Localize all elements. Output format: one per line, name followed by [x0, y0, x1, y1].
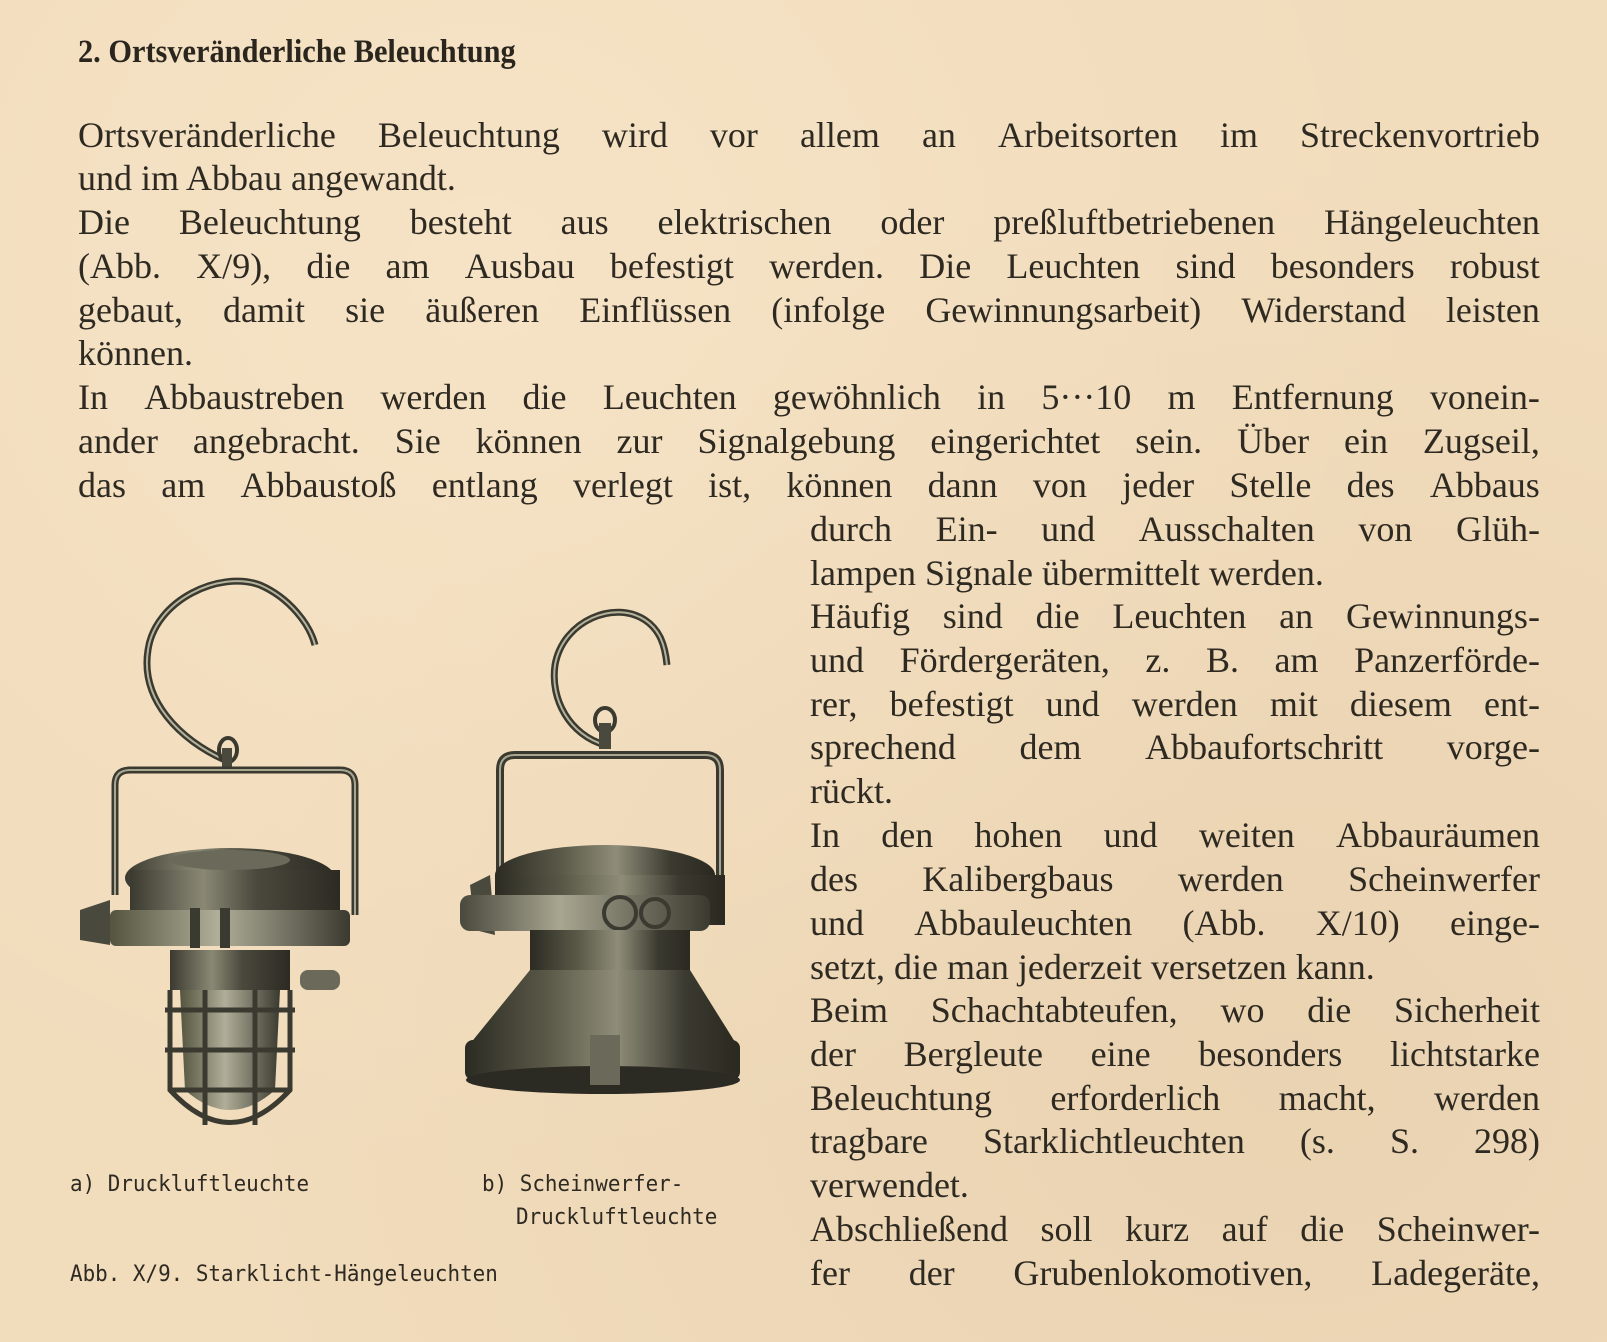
caption-b-line1: b) Scheinwerfer-: [482, 1172, 684, 1197]
body-line: und Fördergeräten, z. B. am Panzerförde-: [810, 640, 1540, 680]
body-line: sprechend dem Abbaufortschritt vorge-: [810, 727, 1540, 767]
body-line: Häufig sind die Leuchten an Gewinnungs-: [810, 596, 1540, 636]
body-line: (Abb. X/9), die am Ausbau befestigt werden. Die Leuchten sind besonders robust: [78, 246, 1540, 286]
lamp-illustration-a: [70, 570, 370, 1160]
body-line: setzt, die man jederzeit versetzen kann.: [810, 947, 1375, 987]
section-heading: 2. Ortsveränderliche Beleuchtung: [78, 34, 516, 70]
body-line: und im Abbau angewandt.: [78, 158, 456, 198]
caption-b-line2: Druckluftleuchte: [516, 1205, 718, 1230]
body-line: Die Beleuchtung besteht aus elektrischen oder preßluftbetriebenen Hängeleuchten: [78, 202, 1540, 242]
body-line: tragbare Starklichtleuchten (s. S. 298): [810, 1121, 1540, 1161]
body-line: Beleuchtung erforderlich macht, werden: [810, 1078, 1540, 1118]
body-line: der Bergleute eine besonders lichtstarke: [810, 1034, 1540, 1074]
body-line: Ortsveränderliche Beleuchtung wird vor allem an Arbeitsorten im Streckenvortrieb: [78, 115, 1540, 155]
body-line: fer der Grubenlokomotiven, Ladegeräte,: [810, 1253, 1540, 1293]
body-line: rer, befestigt und werden mit diesem ent-: [810, 684, 1540, 724]
body-line: ander angebracht. Sie können zur Signalgebung eingerichtet sein. Über ein Zugseil,: [78, 421, 1540, 461]
body-line: rückt.: [810, 771, 893, 811]
body-line: lampen Signale übermittelt werden.: [810, 553, 1324, 593]
body-line: und Abbauleuchten (Abb. X/10) einge-: [810, 903, 1540, 943]
body-line: des Kalibergbaus werden Scheinwerfer: [810, 859, 1540, 899]
lamp-illustration-b: [455, 595, 755, 1150]
figure-caption: Abb. X/9. Starklicht-Hängeleuchten: [70, 1262, 498, 1287]
body-line: In den hohen und weiten Abbauräumen: [810, 815, 1540, 855]
body-line: durch Ein- und Ausschalten von Glüh-: [810, 509, 1540, 549]
body-line: gebaut, damit sie äußeren Einflüssen (infolge Gewinnungsarbeit) Widerstand leisten: [78, 290, 1540, 330]
caption-a: a) Druckluftleuchte: [70, 1172, 310, 1197]
body-line: Abschließend soll kurz auf die Scheinwer-: [810, 1209, 1540, 1249]
body-line: In Abbaustreben werden die Leuchten gewöhnlich in 5···10 m Entfernung vonein-: [78, 377, 1540, 417]
body-line: verwendet.: [810, 1165, 969, 1205]
body-line: das am Abbaustoß entlang verlegt ist, können dann von jeder Stelle des Abbaus: [78, 465, 1540, 505]
body-line: können.: [78, 333, 193, 373]
body-line: Beim Schachtabteufen, wo die Sicherheit: [810, 990, 1540, 1030]
